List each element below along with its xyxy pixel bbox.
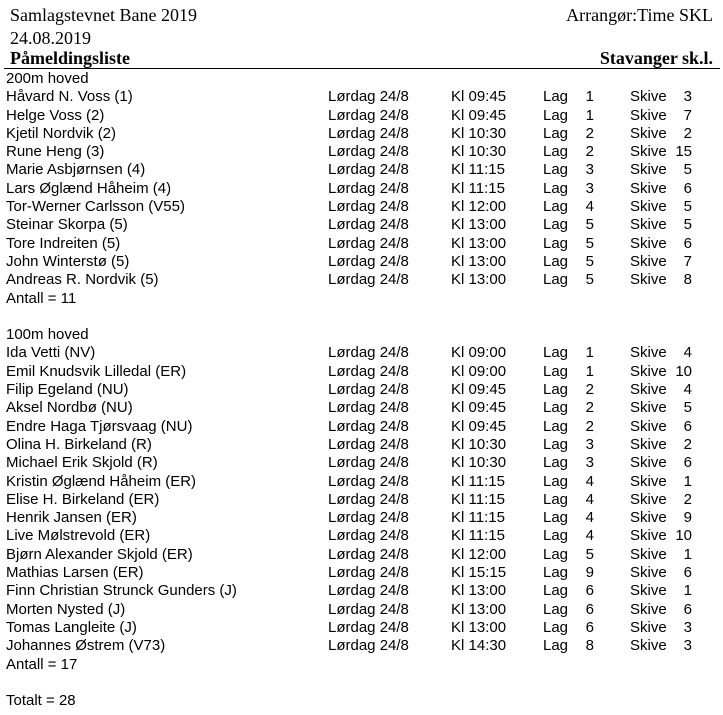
- entry-row: [0, 107, 723, 125]
- skive-label: Skive: [630, 637, 667, 655]
- lag-number: 4: [585, 509, 594, 527]
- skive-label: Skive: [630, 527, 667, 545]
- entry-time: Kl 10:30: [451, 143, 507, 161]
- lag-number: 5: [585, 271, 594, 289]
- lag-label: Lag: [543, 124, 569, 142]
- skive-number: 10: [675, 527, 692, 545]
- skive-label: Skive: [630, 124, 667, 142]
- shooter-name: Mathias Larsen (ER): [6, 564, 144, 582]
- section-title-text: 200m hoved: [6, 70, 89, 87]
- spacer: [0, 674, 723, 692]
- skive-label: Skive: [630, 582, 667, 600]
- entry-day: Lørdag 24/8: [328, 179, 409, 197]
- shooter-name: Håvard N. Voss (1): [6, 88, 133, 106]
- shooter-name: Elise H. Birkeland (ER): [6, 490, 160, 508]
- lag-label: Lag: [543, 216, 569, 234]
- shooter-name: Bjørn Alexander Skjold (ER): [6, 545, 193, 563]
- entry-row: [0, 564, 723, 582]
- lag-number: 3: [585, 435, 594, 453]
- shooter-name: John Winterstø (5): [6, 252, 130, 270]
- skive-label: Skive: [630, 399, 667, 417]
- entry-row: [0, 88, 723, 106]
- entry-row: [0, 180, 723, 198]
- lag-number: 1: [585, 88, 594, 106]
- section-title-text: 100m hoved: [6, 326, 89, 344]
- lag-label: Lag: [543, 472, 569, 490]
- entry-time: Kl 10:30: [451, 454, 507, 472]
- skive-number: 4: [683, 381, 692, 399]
- entry-row: [0, 143, 723, 161]
- entry-day: Lørdag 24/8: [328, 490, 409, 508]
- skive-label: Skive: [630, 564, 667, 582]
- list-title: Påmeldingsliste: [10, 48, 130, 68]
- shooter-name: Endre Haga Tjørsvaag (NU): [6, 417, 193, 435]
- entry-day: Lørdag 24/8: [328, 527, 409, 545]
- lag-label: Lag: [543, 490, 569, 508]
- lag-number: 5: [585, 252, 594, 270]
- entry-row: [0, 509, 723, 527]
- entry-time: Kl 14:30: [451, 637, 507, 655]
- entry-day: Lørdag 24/8: [328, 124, 409, 142]
- skive-number: 5: [683, 399, 692, 417]
- lag-label: Lag: [543, 637, 569, 655]
- shooter-name: Olina H. Birkeland (R): [6, 435, 152, 453]
- skive-number: 6: [683, 179, 692, 197]
- lag-label: Lag: [543, 106, 569, 124]
- club-name: Stavanger sk.l.: [599, 48, 713, 68]
- event-date: 24.08.2019: [10, 28, 91, 48]
- entry-time: Kl 12:00: [451, 198, 507, 216]
- entry-listing: [0, 70, 723, 710]
- lag-number: 6: [585, 618, 594, 636]
- skive-number: 5: [683, 161, 692, 179]
- skive-number: 6: [683, 234, 692, 252]
- entry-time: Kl 10:30: [451, 435, 507, 453]
- entry-time: Kl 13:00: [451, 600, 507, 618]
- lag-label: Lag: [543, 618, 569, 636]
- entry-time: Kl 09:45: [451, 399, 507, 417]
- skive-label: Skive: [630, 161, 667, 179]
- entry-day: Lørdag 24/8: [328, 161, 409, 179]
- skive-number: 6: [683, 454, 692, 472]
- shooter-name: Kristin Øglænd Håheim (ER): [6, 472, 197, 490]
- entry-row: [0, 582, 723, 600]
- entry-time: Kl 13:00: [451, 271, 507, 289]
- lag-number: 2: [585, 399, 594, 417]
- skive-label: Skive: [630, 381, 667, 399]
- lag-number: 1: [585, 106, 594, 124]
- entry-day: Lørdag 24/8: [328, 545, 409, 563]
- lag-number: 4: [585, 527, 594, 545]
- skive-label: Skive: [630, 179, 667, 197]
- entry-day: Lørdag 24/8: [328, 472, 409, 490]
- shooter-name: Filip Egeland (NU): [6, 381, 129, 399]
- entry-row: [0, 527, 723, 545]
- entry-time: Kl 09:45: [451, 381, 507, 399]
- skive-number: 6: [683, 600, 692, 618]
- skive-number: 9: [683, 509, 692, 527]
- lag-number: 3: [585, 179, 594, 197]
- shooter-name: Tore Indreiten (5): [6, 234, 121, 252]
- shooter-name: Henrik Jansen (ER): [6, 509, 137, 527]
- skive-number: 7: [683, 106, 692, 124]
- skive-number: 3: [683, 88, 692, 106]
- entry-day: Lørdag 24/8: [328, 143, 409, 161]
- entry-day: Lørdag 24/8: [328, 252, 409, 270]
- lag-label: Lag: [543, 564, 569, 582]
- lag-label: Lag: [543, 344, 569, 362]
- skive-label: Skive: [630, 490, 667, 508]
- lag-label: Lag: [543, 417, 569, 435]
- entry-row: [0, 344, 723, 362]
- lag-label: Lag: [543, 143, 569, 161]
- shooter-name: Morten Nysted (J): [6, 600, 126, 618]
- skive-number: 5: [683, 198, 692, 216]
- entry-time: Kl 09:45: [451, 417, 507, 435]
- section: [0, 70, 723, 308]
- lag-label: Lag: [543, 582, 569, 600]
- skive-label: Skive: [630, 545, 667, 563]
- skive-number: 5: [683, 216, 692, 234]
- lag-number: 2: [585, 143, 594, 161]
- entry-row: [0, 198, 723, 216]
- entry-row: [0, 473, 723, 491]
- entry-time: Kl 11:15: [451, 490, 505, 508]
- entry-day: Lørdag 24/8: [328, 600, 409, 618]
- skive-label: Skive: [630, 106, 667, 124]
- entry-time: Kl 10:30: [451, 124, 507, 142]
- entry-day: Lørdag 24/8: [328, 106, 409, 124]
- grand-total-text: Totalt = 28: [6, 692, 76, 710]
- entry-time: Kl 11:15: [451, 509, 505, 527]
- lag-label: Lag: [543, 545, 569, 563]
- lag-number: 9: [585, 564, 594, 582]
- shooter-name: Andreas R. Nordvik (5): [6, 271, 159, 289]
- entry-time: Kl 13:00: [451, 252, 507, 270]
- lag-number: 5: [585, 216, 594, 234]
- entry-row: [0, 619, 723, 637]
- skive-number: 1: [683, 582, 692, 600]
- lag-number: 6: [585, 582, 594, 600]
- organizer: Arrangør:Time SKL: [566, 5, 713, 25]
- entry-day: Lørdag 24/8: [328, 454, 409, 472]
- skive-label: Skive: [630, 417, 667, 435]
- entry-row: [0, 271, 723, 289]
- skive-number: 3: [683, 637, 692, 655]
- skive-label: Skive: [630, 198, 667, 216]
- entry-day: Lørdag 24/8: [328, 234, 409, 252]
- lag-label: Lag: [543, 179, 569, 197]
- skive-number: 1: [683, 545, 692, 563]
- skive-number: 1: [683, 472, 692, 490]
- entry-day: Lørdag 24/8: [328, 216, 409, 234]
- lag-number: 2: [585, 417, 594, 435]
- lag-number: 5: [585, 545, 594, 563]
- skive-label: Skive: [630, 509, 667, 527]
- lag-label: Lag: [543, 252, 569, 270]
- lag-label: Lag: [543, 88, 569, 106]
- entry-day: Lørdag 24/8: [328, 381, 409, 399]
- entry-day: Lørdag 24/8: [328, 435, 409, 453]
- lag-label: Lag: [543, 234, 569, 252]
- lag-label: Lag: [543, 454, 569, 472]
- lag-label: Lag: [543, 600, 569, 618]
- entry-time: Kl 11:15: [451, 179, 505, 197]
- lag-number: 2: [585, 124, 594, 142]
- section-count: [0, 290, 723, 308]
- shooter-name: Emil Knudsvik Lilledal (ER): [6, 362, 187, 380]
- entry-row: [0, 436, 723, 454]
- lag-number: 8: [585, 637, 594, 655]
- skive-label: Skive: [630, 600, 667, 618]
- entry-time: Kl 09:45: [451, 106, 507, 124]
- lag-number: 4: [585, 198, 594, 216]
- lag-number: 2: [585, 381, 594, 399]
- header-divider: [4, 68, 720, 69]
- entry-time: Kl 11:15: [451, 472, 505, 490]
- shooter-name: Ida Vetti (NV): [6, 344, 96, 362]
- entry-day: Lørdag 24/8: [328, 582, 409, 600]
- section: [0, 326, 723, 674]
- entry-day: Lørdag 24/8: [328, 637, 409, 655]
- shooter-name: Lars Øglænd Håheim (4): [6, 179, 172, 197]
- skive-label: Skive: [630, 472, 667, 490]
- entry-row: [0, 637, 723, 655]
- skive-number: 6: [683, 417, 692, 435]
- entry-time: Kl 09:00: [451, 362, 507, 380]
- entry-day: Lørdag 24/8: [328, 344, 409, 362]
- shooter-name: Helge Voss (2): [6, 106, 105, 124]
- entry-row: [0, 161, 723, 179]
- entry-row: [0, 454, 723, 472]
- lag-label: Lag: [543, 509, 569, 527]
- lag-number: 4: [585, 472, 594, 490]
- shooter-name: Tor-Werner Carlsson (V55): [6, 198, 185, 216]
- shooter-name: Tomas Langleite (J): [6, 618, 137, 636]
- skive-label: Skive: [630, 216, 667, 234]
- entry-day: Lørdag 24/8: [328, 362, 409, 380]
- section-count: [0, 656, 723, 674]
- skive-number: 2: [683, 124, 692, 142]
- entry-time: Kl 11:15: [451, 161, 505, 179]
- entry-row: [0, 418, 723, 436]
- entry-row: [0, 546, 723, 564]
- lag-number: 4: [585, 490, 594, 508]
- entry-time: Kl 11:15: [451, 527, 505, 545]
- skive-number: 6: [683, 564, 692, 582]
- lag-label: Lag: [543, 527, 569, 545]
- skive-number: 7: [683, 252, 692, 270]
- skive-label: Skive: [630, 344, 667, 362]
- lag-label: Lag: [543, 362, 569, 380]
- entry-time: Kl 15:15: [451, 564, 507, 582]
- entry-row: [0, 125, 723, 143]
- spacer: [0, 308, 723, 326]
- entry-row: [0, 235, 723, 253]
- lag-label: Lag: [543, 198, 569, 216]
- section-count-text: Antall = 17: [6, 655, 78, 673]
- shooter-name: Johannes Østrem (V73): [6, 637, 166, 655]
- entry-row: [0, 216, 723, 234]
- skive-label: Skive: [630, 234, 667, 252]
- lag-label: Lag: [543, 271, 569, 289]
- shooter-name: Steinar Skorpa (5): [6, 216, 128, 234]
- entry-time: Kl 09:45: [451, 88, 507, 106]
- entry-row: [0, 381, 723, 399]
- lag-label: Lag: [543, 381, 569, 399]
- section-title: [0, 326, 723, 344]
- lag-number: 3: [585, 161, 594, 179]
- entry-day: Lørdag 24/8: [328, 271, 409, 289]
- lag-label: Lag: [543, 435, 569, 453]
- entry-time: Kl 12:00: [451, 545, 507, 563]
- skive-number: 4: [683, 344, 692, 362]
- grand-total: [0, 692, 723, 710]
- lag-number: 1: [585, 362, 594, 380]
- skive-number: 3: [683, 618, 692, 636]
- entry-day: Lørdag 24/8: [328, 88, 409, 106]
- entry-time: Kl 09:00: [451, 344, 507, 362]
- section-count-text: Antall = 11: [6, 289, 77, 307]
- shooter-name: Michael Erik Skjold (R): [6, 454, 158, 472]
- entry-row: [0, 253, 723, 271]
- lag-number: 3: [585, 454, 594, 472]
- entry-row: [0, 363, 723, 381]
- entry-row: [0, 491, 723, 509]
- skive-label: Skive: [630, 435, 667, 453]
- shooter-name: Marie Asbjørnsen (4): [6, 161, 146, 179]
- shooter-name: Rune Heng (3): [6, 143, 105, 161]
- skive-label: Skive: [630, 618, 667, 636]
- entry-time: Kl 13:00: [451, 216, 507, 234]
- entry-day: Lørdag 24/8: [328, 399, 409, 417]
- lag-label: Lag: [543, 161, 569, 179]
- entry-time: Kl 13:00: [451, 234, 507, 252]
- skive-number: 2: [683, 490, 692, 508]
- entry-day: Lørdag 24/8: [328, 417, 409, 435]
- lag-number: 1: [585, 344, 594, 362]
- shooter-name: Aksel Nordbø (NU): [6, 399, 133, 417]
- entry-row: [0, 399, 723, 417]
- skive-label: Skive: [630, 271, 667, 289]
- section-title: [0, 70, 723, 88]
- skive-number: 15: [675, 143, 692, 161]
- entry-day: Lørdag 24/8: [328, 509, 409, 527]
- entry-day: Lørdag 24/8: [328, 198, 409, 216]
- entry-time: Kl 13:00: [451, 582, 507, 600]
- shooter-name: Finn Christian Strunck Gunders (J): [6, 582, 237, 600]
- shooter-name: Kjetil Nordvik (2): [6, 124, 117, 142]
- skive-label: Skive: [630, 143, 667, 161]
- skive-label: Skive: [630, 454, 667, 472]
- entry-row: [0, 601, 723, 619]
- skive-number: 2: [683, 435, 692, 453]
- event-title: Samlagstevnet Bane 2019: [10, 5, 197, 25]
- entry-day: Lørdag 24/8: [328, 618, 409, 636]
- lag-label: Lag: [543, 399, 569, 417]
- entry-day: Lørdag 24/8: [328, 564, 409, 582]
- skive-label: Skive: [630, 252, 667, 270]
- shooter-name: Live Mølstrevold (ER): [6, 527, 151, 545]
- document-header: [0, 0, 723, 70]
- lag-number: 6: [585, 600, 594, 618]
- lag-number: 5: [585, 234, 594, 252]
- skive-number: 10: [675, 362, 692, 380]
- skive-number: 8: [683, 271, 692, 289]
- skive-label: Skive: [630, 362, 667, 380]
- skive-label: Skive: [630, 88, 667, 106]
- entry-time: Kl 13:00: [451, 618, 507, 636]
